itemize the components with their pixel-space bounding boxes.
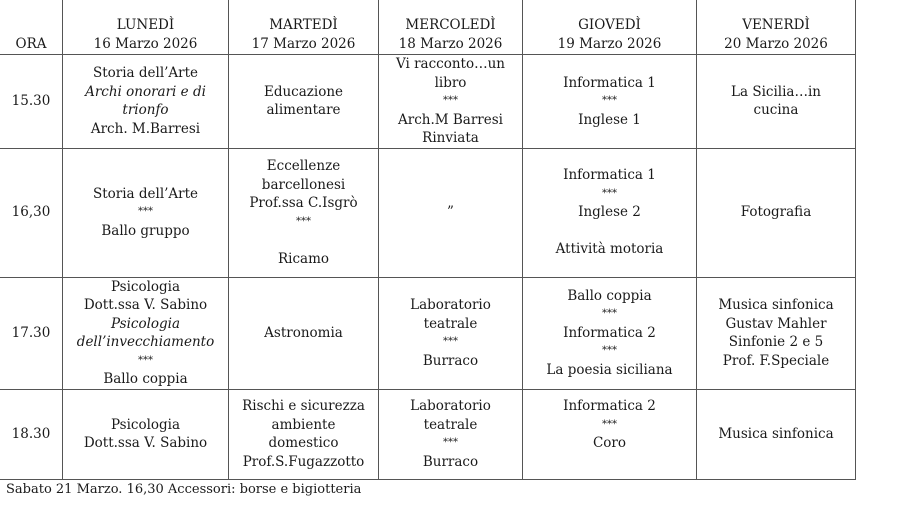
activity-cell <box>523 148 697 277</box>
activity-line: Eccellenze <box>266 158 341 174</box>
activity-line: Psicologia <box>110 315 181 332</box>
separator-stars: *** <box>138 354 153 366</box>
activity-line: Storia dell’Arte <box>92 65 199 82</box>
activity-line: Laboratorio <box>410 398 491 414</box>
day-name: VENERDÌ <box>742 17 810 33</box>
activity-line: Prof.ssa C.Isgrò <box>249 195 358 211</box>
activity-line <box>525 222 694 241</box>
activity-line: Gustav Mahler <box>725 315 827 332</box>
activity-cell <box>697 277 856 389</box>
activity-line: Informatica 2 <box>563 324 656 341</box>
activity-line: teatrale <box>423 315 478 332</box>
activity-line: Prof. F.Speciale <box>722 352 830 369</box>
activity-line: Psicologia <box>110 278 181 295</box>
header-ora <box>0 0 63 55</box>
separator-stars: *** <box>443 336 458 347</box>
activity-line: Burraco <box>422 352 479 369</box>
footer-note: Sabato 21 Marzo. 16,30 Accessori: borse e bigiotteria <box>6 482 362 497</box>
activity-line: ” <box>447 204 454 221</box>
activity-line: La poesia siciliana <box>546 361 673 378</box>
activity-cell <box>379 55 523 149</box>
day-date: 20 Marzo 2026 <box>724 35 828 52</box>
activity-line <box>525 453 694 472</box>
separator-stars: *** <box>443 437 458 448</box>
activity-line: Burraco <box>422 453 479 470</box>
activity-line: libro <box>434 74 467 91</box>
activity-cell <box>63 148 229 277</box>
separator-stars: *** <box>138 206 153 218</box>
day-name: MERCOLEDÌ <box>405 17 496 33</box>
activity-line <box>231 231 376 250</box>
activity-cell <box>523 277 697 389</box>
activity-line: Dott.ssa V. Sabino <box>83 435 208 451</box>
day-name: MARTEDÌ <box>269 17 338 33</box>
activity-cell <box>229 148 379 277</box>
time-cell: 15.30 <box>0 55 63 149</box>
activity-line: teatrale <box>423 416 478 433</box>
activity-cell <box>379 277 523 389</box>
header-day <box>523 0 697 55</box>
activity-line: Attività motoria <box>555 241 664 258</box>
activity-line: Arch.M Barresi <box>398 111 503 128</box>
activity-cell <box>523 389 697 479</box>
activity-line: Vi racconto…un <box>395 56 505 72</box>
activity-cell <box>229 55 379 149</box>
day-date: 16 Marzo 2026 <box>93 35 198 52</box>
time-cell: 16,30 <box>0 148 63 277</box>
header-day <box>697 0 856 55</box>
activity-line: domestico <box>268 435 339 451</box>
activity-cell <box>697 389 856 479</box>
activity-line: dell’invecchiamento <box>76 334 215 350</box>
activity-cell <box>229 389 379 479</box>
separator-stars: *** <box>602 308 617 320</box>
activity-cell <box>697 55 856 149</box>
ora-label: ORA <box>15 35 47 52</box>
activity-cell <box>523 55 697 149</box>
activity-line: Ballo gruppo <box>101 222 190 239</box>
day-name: LUNEDÌ <box>116 17 175 33</box>
activity-cell <box>63 55 229 149</box>
activity-line: Ballo coppia <box>103 371 188 387</box>
activity-cell <box>229 277 379 389</box>
activity-line: La Sicilia…in <box>731 83 821 100</box>
activity-line: Archi onorari e di <box>85 83 206 100</box>
header-row <box>0 0 856 55</box>
header-day <box>229 0 379 55</box>
activity-line: Rischi e sicurezza <box>242 398 365 414</box>
activity-cell <box>379 148 523 277</box>
schedule-row <box>0 389 856 479</box>
activity-line: Astronomia <box>264 324 343 341</box>
time-cell: 17.30 <box>0 277 63 389</box>
header-day <box>379 0 523 55</box>
day-name: GIOVEDÌ <box>578 17 641 33</box>
schedule-row <box>0 277 856 389</box>
activity-line: Ballo coppia <box>567 287 652 304</box>
separator-stars: *** <box>602 187 617 199</box>
activity-line: Coro <box>592 435 627 451</box>
activity-line: Arch. M.Barresi <box>90 120 201 137</box>
activity-line: Informatica 1 <box>563 167 656 184</box>
separator-stars: *** <box>296 215 311 227</box>
activity-line: Fotografia <box>740 204 812 221</box>
activity-line: Sinfonie 2 e 5 <box>728 334 824 350</box>
activity-line: Inglese 1 <box>578 111 641 128</box>
activity-line: Inglese 2 <box>578 204 641 221</box>
activity-line: Psicologia <box>110 416 181 433</box>
day-date: 19 Marzo 2026 <box>557 35 662 52</box>
day-date: 18 Marzo 2026 <box>398 35 503 52</box>
separator-stars: *** <box>602 95 617 106</box>
activity-line: Informatica 2 <box>563 398 656 414</box>
header-day <box>63 0 229 55</box>
separator-stars: *** <box>602 345 617 357</box>
activity-line: Dott.ssa V. Sabino <box>83 297 208 313</box>
activity-line: Storia dell’Arte <box>92 185 199 202</box>
activity-line: Musica sinfonica <box>718 425 834 442</box>
activity-cell <box>63 277 229 389</box>
activity-line: ambiente <box>271 416 336 433</box>
schedule-row <box>0 55 856 149</box>
activity-line: barcellonesi <box>261 176 346 193</box>
separator-stars: *** <box>602 418 617 430</box>
activity-line: alimentare <box>266 102 341 119</box>
activity-line: Educazione <box>263 83 344 100</box>
activity-cell <box>379 389 523 479</box>
schedule-row <box>0 148 856 277</box>
activity-line: Laboratorio <box>410 297 491 313</box>
activity-line: Prof.S.Fugazzotto <box>242 453 365 470</box>
activity-line: cucina <box>753 102 799 119</box>
day-date: 17 Marzo 2026 <box>251 35 356 52</box>
activity-line: Informatica 1 <box>563 74 656 91</box>
activity-line: Rinviata <box>422 130 479 146</box>
activity-line: Ricamo <box>277 250 330 267</box>
activity-line: Musica sinfonica <box>718 297 834 313</box>
activity-line: trionfo <box>122 102 169 119</box>
activity-cell <box>63 389 229 479</box>
separator-stars: *** <box>443 95 458 106</box>
time-cell: 18.30 <box>0 389 63 479</box>
activity-cell <box>697 148 856 277</box>
